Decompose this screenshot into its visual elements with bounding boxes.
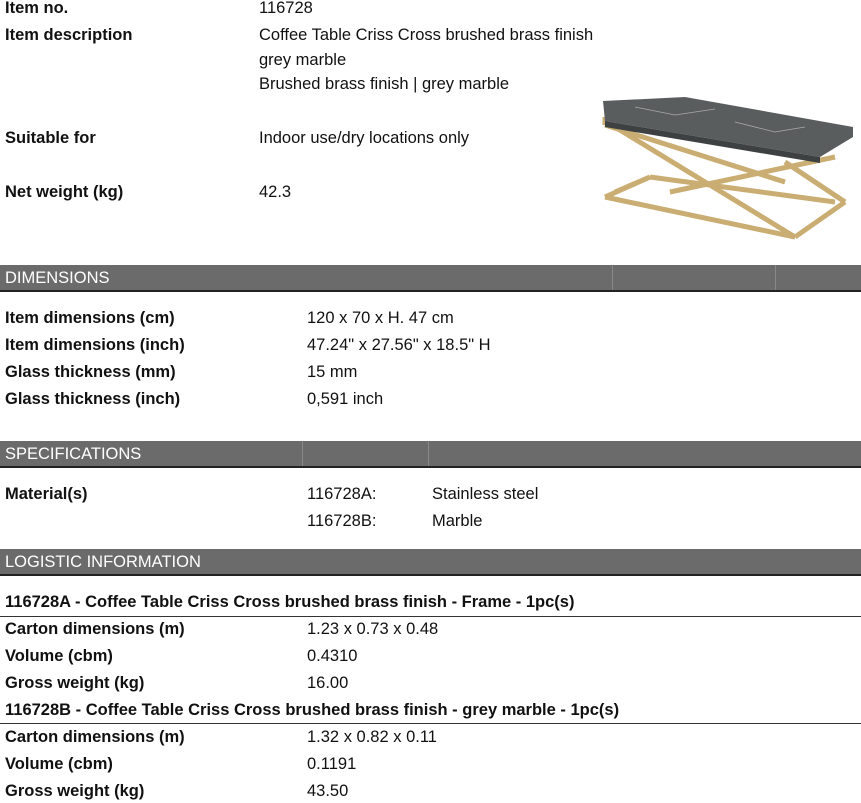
- item-description-line: grey marble: [259, 51, 347, 69]
- materials-label: Material(s): [5, 485, 88, 503]
- specifications-title: SPECIFICATIONS: [5, 445, 142, 463]
- material-value: Marble: [432, 512, 483, 530]
- item-description-label: Item description: [5, 26, 133, 44]
- suitable-value: Indoor use/dry locations only: [259, 129, 470, 147]
- logistic-value: 1.32 x 0.82 x 0.11: [307, 728, 437, 746]
- material-value: Stainless steel: [432, 485, 539, 503]
- logistic-value: 16.00: [307, 674, 349, 692]
- divider: [302, 441, 303, 466]
- divider: [0, 723, 861, 724]
- logistic-value: 1.23 x 0.73 x 0.48: [307, 620, 439, 638]
- logistic-header: [0, 549, 861, 576]
- specifications-header: [0, 441, 861, 468]
- package-title: 116728A - Coffee Table Criss Cross brushed brass finish - Frame - 1pc(s): [5, 593, 575, 611]
- item-no-value: 116728: [259, 0, 313, 17]
- dimensions-header: [0, 265, 861, 292]
- dimension-label: Item dimensions (cm): [5, 309, 175, 327]
- dimension-label: Item dimensions (inch): [5, 336, 185, 354]
- dimension-label: Glass thickness (mm): [5, 363, 176, 381]
- dimension-value: 47.24" x 27.56" x 18.5" H: [307, 336, 491, 354]
- divider: [775, 265, 776, 290]
- divider: [612, 265, 613, 290]
- logistic-value: 43.50: [307, 782, 349, 800]
- product-image: [595, 97, 855, 242]
- logistic-label: Carton dimensions (m): [5, 728, 185, 746]
- logistic-label: Volume (cbm): [5, 647, 113, 665]
- logistic-label: Volume (cbm): [5, 755, 113, 773]
- dimension-value: 15 mm: [307, 363, 358, 381]
- net-weight-value: 42.3: [259, 183, 292, 201]
- dimension-value: 0,591 inch: [307, 390, 384, 408]
- item-no-label: Item no.: [5, 0, 69, 17]
- logistic-label: Carton dimensions (m): [5, 620, 185, 638]
- material-code: 116728A:: [307, 485, 377, 503]
- logistic-label: Gross weight (kg): [5, 674, 145, 692]
- logistic-label: Gross weight (kg): [5, 782, 145, 800]
- item-description-line: Brushed brass finish | grey marble: [259, 75, 510, 93]
- divider: [428, 441, 429, 466]
- dimension-value: 120 x 70 x H. 47 cm: [307, 309, 454, 327]
- divider: [0, 616, 861, 617]
- item-description-line: Coffee Table Criss Cross brushed brass finish: [259, 26, 594, 44]
- logistic-value: 0.1191: [307, 755, 357, 773]
- suitable-label: Suitable for: [5, 129, 96, 147]
- logistic-title: LOGISTIC INFORMATION: [5, 553, 201, 571]
- material-code: 116728B:: [307, 512, 377, 530]
- package-title: 116728B - Coffee Table Criss Cross brushed brass finish - grey marble - 1pc(s): [5, 701, 620, 719]
- logistic-value: 0.4310: [307, 647, 358, 665]
- net-weight-label: Net weight (kg): [5, 183, 124, 201]
- dimension-label: Glass thickness (inch): [5, 390, 181, 408]
- dimensions-title: DIMENSIONS: [5, 269, 110, 287]
